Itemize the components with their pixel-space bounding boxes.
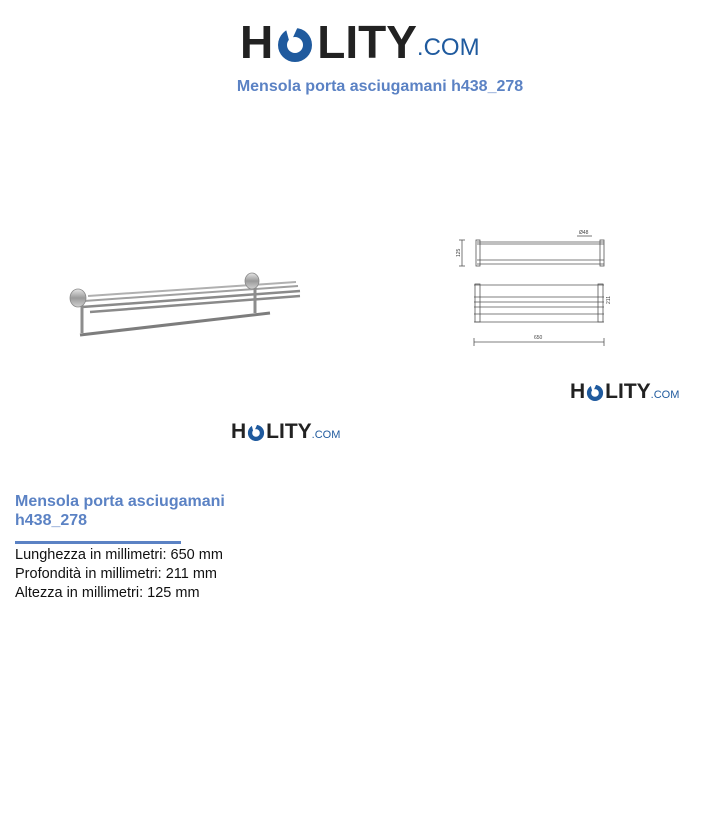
technical-drawing xyxy=(452,222,612,352)
spec-height: Altezza in millimetri: 125 mm xyxy=(15,585,200,601)
drawing-height-label: 125 xyxy=(456,248,462,257)
logo-letter-h: H xyxy=(231,420,247,443)
logo-letters-lity: LITY xyxy=(605,380,651,403)
spec-list xyxy=(15,546,223,603)
page-title: Mensola porta asciugamani h438_278 xyxy=(236,78,524,95)
logo-domain: .COM xyxy=(311,429,341,441)
spec-depth: Profondità in millimetri: 211 mm xyxy=(15,566,218,582)
drawing-diameter-label: Ø48 xyxy=(579,230,589,236)
spec-length: Lunghezza in millimetri: 650 mm xyxy=(15,547,223,563)
logo-domain: .COM xyxy=(650,389,680,401)
logo-o-icon xyxy=(585,380,605,404)
logo-o-icon xyxy=(274,18,316,68)
drawing-depth-label: 211 xyxy=(606,296,612,304)
logo-letter-h: H xyxy=(240,16,274,68)
towel-shelf-image xyxy=(60,265,310,350)
product-title xyxy=(15,492,265,530)
drawing-length-label: 650 xyxy=(534,335,543,341)
logo-o-icon xyxy=(246,420,266,444)
product-title-line1: Mensola porta asciugamani xyxy=(15,493,225,510)
header-logo xyxy=(240,12,480,68)
logo-letters-lity: LITY xyxy=(266,420,312,443)
photo-logo xyxy=(231,418,340,444)
drawing-logo xyxy=(570,378,679,404)
logo-letters-lity: LITY xyxy=(317,16,417,68)
logo-domain: .COM xyxy=(416,34,480,61)
logo-letter-h: H xyxy=(570,380,586,403)
product-title-line2: h438_278 xyxy=(15,512,88,529)
title-divider xyxy=(15,541,181,544)
